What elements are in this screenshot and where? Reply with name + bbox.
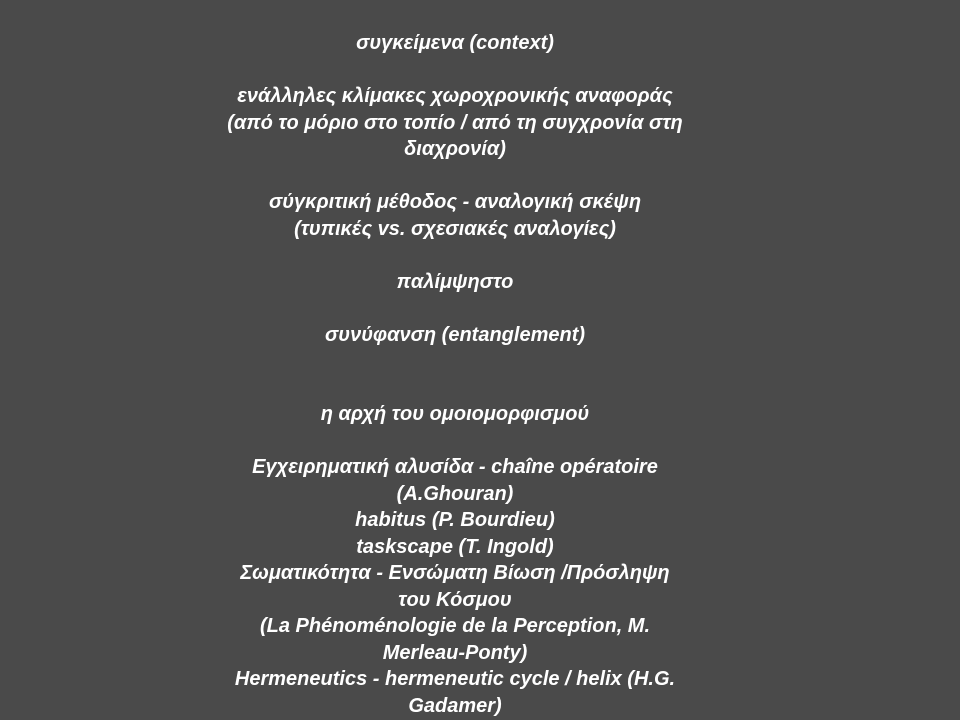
blank-line <box>180 375 730 402</box>
text-line: (La Phénoménologie de la Perception, M. <box>259 615 651 637</box>
text-line: ενάλληλες κλίμακες χωροχρονικής αναφοράς <box>237 85 673 107</box>
text-line: συγκείμενα (context) <box>356 32 554 54</box>
text-line: habitus (P. Bourdieu) <box>355 509 555 531</box>
text-line: η αρχή του ομοιομορφισμού <box>320 403 590 425</box>
text-line: σύγκριτική μέθοδος - αναλογική σκέψη <box>268 191 642 213</box>
text-line: Hermeneutics - hermeneutic cycle / helix (H.G. <box>234 668 676 690</box>
text-line: του Κόσμου <box>398 588 512 611</box>
text-line: Εγχειρηματική αλυσίδα - chaîne opératoire <box>252 456 658 478</box>
text-line: (από το μόριο στο τοπίο / από τη συγχρονία στη <box>227 111 683 134</box>
text-line-cut-off: Gadamer) <box>408 694 502 717</box>
text-line: Merleau-Ponty) <box>382 641 528 664</box>
text-line: (A.Ghouran) <box>396 482 514 505</box>
blank-line <box>180 163 730 190</box>
blank-line <box>180 57 730 84</box>
text-line: (τυπικές vs. σχεσιακές αναλογίες) <box>294 217 616 240</box>
text-line: παλίμψηστο <box>396 270 514 293</box>
blank-line <box>180 428 730 455</box>
blank-line <box>180 348 730 375</box>
blank-line <box>180 295 730 322</box>
slide-text-block <box>180 30 730 719</box>
blank-line <box>180 242 730 269</box>
text-line: διαχρονία) <box>404 138 506 160</box>
text-line: Σωματικότητα - Ενσώματη Βίωση /Πρόσληψη <box>240 562 670 584</box>
text-line: taskscape (T. Ingold) <box>356 535 554 558</box>
text-line: συνύφανση (entanglement) <box>324 323 586 346</box>
